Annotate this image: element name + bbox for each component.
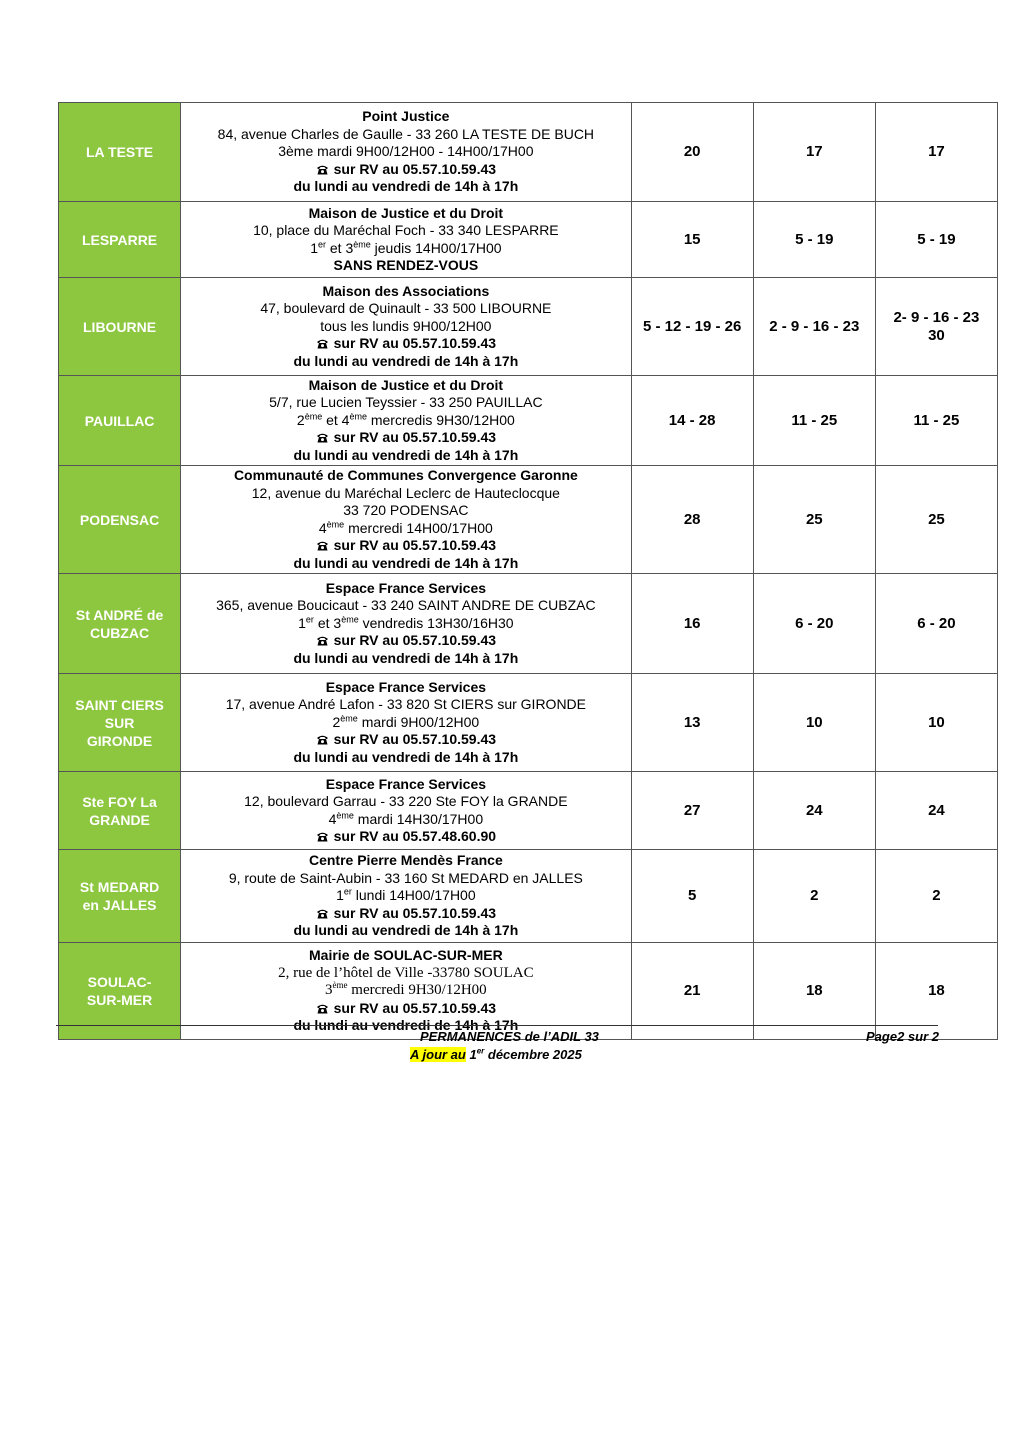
venue-name: Maison de Justice et du Droit — [308, 376, 504, 393]
date-value: 25 — [928, 510, 945, 528]
phone-text: sur RV au 05.57.48.60.90 — [333, 828, 497, 844]
city-cell — [59, 574, 181, 674]
schedule-text: 3 — [325, 982, 333, 999]
date-cell — [753, 574, 875, 674]
schedule-text: jeudis 14H00/17H00 — [370, 239, 502, 256]
info-line: 10, place du Maréchal Foch - 33 340 LESPARRE — [253, 222, 559, 238]
info-note: du lundi au vendredi de 14h à 17h — [293, 178, 519, 195]
info-line: 5/7, rue Lucien Teyssier - 33 250 PAUILLAC — [269, 394, 543, 411]
table-body — [59, 103, 998, 1040]
phone-text: sur RV au 05.57.10.59.43 — [333, 429, 497, 446]
city-name: Ste FOY La GRANDE — [82, 793, 157, 828]
phone-icon — [316, 336, 329, 347]
date-cell — [875, 674, 997, 772]
city-name: PODENSAC — [79, 511, 160, 528]
table-row — [59, 850, 998, 943]
date-value: 5 - 19 — [795, 230, 834, 248]
info-cell — [181, 202, 631, 278]
ordinal-suffix: er — [317, 238, 326, 249]
date-value: 24 — [928, 801, 945, 819]
date-value: 17 — [928, 143, 945, 160]
venue-name: Maison de Justice et du Droit — [308, 204, 504, 221]
date-value: 6 - 20 — [795, 614, 834, 632]
date-cell — [875, 466, 997, 574]
ordinal-suffix: ème — [304, 411, 323, 422]
date-cell — [875, 202, 997, 278]
schedule-line — [181, 240, 630, 258]
phone-icon — [316, 538, 329, 549]
date-cell — [631, 278, 753, 376]
phone-icon — [316, 633, 329, 644]
info-line: 84, avenue Charles de Gaulle - 33 260 LA TESTE DE BUCH — [217, 125, 595, 142]
date-cell — [753, 376, 875, 466]
phone-icon — [316, 430, 329, 441]
schedule-line — [181, 811, 630, 829]
schedule-line — [181, 714, 630, 732]
date-value: 2 — [810, 887, 819, 904]
date-cell — [753, 466, 875, 574]
schedule-text: 2 — [332, 713, 341, 730]
table-row — [59, 202, 998, 278]
city-name: SAINT CIERS SUR GIRONDE — [75, 696, 164, 749]
date-cell — [875, 574, 997, 674]
phone-icon — [316, 906, 329, 917]
date-value: 16 — [683, 614, 701, 632]
phone-icon — [316, 732, 329, 743]
info-line: 3ème mardi 9H00/12H00 - 14H00/17H00 — [278, 143, 534, 160]
phone-appointment — [181, 429, 630, 447]
footer-divider — [56, 1025, 938, 1026]
info-line: tous les lundis 9H00/12H00 — [320, 317, 492, 334]
info-line: 12, avenue du Maréchal Leclerc de Hauteclocque — [251, 484, 560, 501]
date-cell — [631, 103, 753, 202]
phone-appointment — [181, 731, 630, 749]
venue-name: Point Justice — [362, 108, 450, 125]
date-value: 5 - 19 — [917, 230, 956, 248]
info-note: du lundi au vendredi de 14h à 17h — [293, 446, 519, 463]
date-cell — [875, 376, 997, 466]
date-value: 2 - 9 - 16 - 23 — [769, 317, 860, 335]
table-row — [59, 103, 998, 202]
ordinal-suffix: er — [305, 614, 314, 625]
city-cell — [59, 674, 181, 772]
city-cell — [59, 850, 181, 943]
date-value: 27 — [683, 801, 701, 819]
date-value: 14 - 28 — [668, 411, 716, 429]
date-cell — [875, 772, 997, 850]
info-cell — [181, 574, 631, 674]
date-cell — [753, 103, 875, 202]
schedule-text: 4 — [318, 519, 327, 536]
venue-name: Centre Pierre Mendès France — [308, 852, 503, 869]
city-cell — [59, 466, 181, 574]
date-value: 11 - 25 — [913, 411, 960, 429]
phone-text: sur RV au 05.57.10.59.43 — [333, 335, 497, 352]
city-name: St ANDRÉ de CUBZAC — [75, 606, 164, 641]
date-cell — [753, 772, 875, 850]
date-day: 1 — [465, 1047, 477, 1062]
info-note: du lundi au vendredi de 14h à 17h — [293, 1017, 519, 1034]
date-cell — [631, 376, 753, 466]
city-cell — [59, 278, 181, 376]
phone-text: sur RV au 05.57.10.59.43 — [333, 537, 497, 553]
date-cell — [753, 850, 875, 943]
schedule-line — [181, 520, 630, 538]
info-cell — [181, 278, 631, 376]
date-value: 2- 9 - 16 - 23 30 — [893, 308, 980, 344]
permanences-table — [58, 102, 998, 1040]
schedule-text: mercredi 9H30/12H00 — [347, 982, 487, 999]
date-value: 18 — [805, 982, 823, 999]
info-line: 17, avenue André Lafon - 33 820 St CIERS sur GIRONDE — [225, 696, 587, 713]
ordinal-suffix: ème — [341, 614, 359, 625]
phone-appointment — [181, 632, 630, 650]
phone-icon — [316, 829, 329, 840]
schedule-text: lundi 14H00/17H00 — [351, 887, 476, 904]
date-cell — [875, 850, 997, 943]
venue-name: Communauté de Communes Convergence Garonne — [233, 467, 578, 483]
table-row — [59, 278, 998, 376]
schedule-text: 2 — [296, 411, 305, 428]
info-note: du lundi au vendredi de 14h à 17h — [293, 352, 519, 369]
table-row — [59, 376, 998, 466]
info-line: 365, avenue Boucicaut - 33 240 SAINT ANDRE DE CUBZAC — [216, 597, 596, 614]
schedule-text: et 3 — [326, 239, 354, 256]
footer-date — [410, 1047, 582, 1062]
info-line: 33 720 PODENSAC — [343, 502, 469, 518]
schedule-text: mardi 14H30/17H00 — [353, 810, 484, 827]
date-value: 20 — [683, 143, 701, 160]
info-line: 2, rue de l’hôtel de Ville -33780 SOULAC — [278, 964, 534, 981]
date-cell — [631, 202, 753, 278]
date-cell — [631, 466, 753, 574]
date-cell — [753, 278, 875, 376]
date-value: 11 - 25 — [791, 411, 838, 429]
info-line: 9, route de Saint-Aubin - 33 160 St MEDARD en JALLES — [228, 869, 583, 886]
phone-text: sur RV au 05.57.10.59.43 — [333, 160, 497, 177]
date-cell — [753, 674, 875, 772]
phone-icon — [316, 1001, 329, 1012]
info-cell — [181, 376, 631, 466]
phone-text: sur RV au 05.57.10.59.43 — [333, 904, 497, 921]
phone-appointment — [181, 335, 630, 353]
phone-text: sur RV au 05.57.10.59.43 — [333, 632, 497, 649]
ordinal-suffix: ème — [353, 238, 371, 249]
info-cell — [181, 103, 631, 202]
city-name: SOULAC- SUR-MER — [86, 974, 153, 1008]
date-value: 13 — [683, 713, 701, 731]
city-cell — [59, 376, 181, 466]
phone-text: sur RV au 05.57.10.59.43 — [333, 731, 497, 748]
ordinal-suffix: ème — [336, 809, 354, 820]
city-name: LESPARRE — [81, 231, 158, 248]
phone-appointment — [181, 161, 630, 179]
schedule-line — [181, 412, 630, 430]
footer-title: PERMANENCES de l’ADIL 33 — [420, 1029, 599, 1044]
ordinal-suffix: er — [343, 886, 352, 897]
date-value: 5 - 12 - 19 - 26 — [642, 317, 742, 335]
table-row — [59, 772, 998, 850]
date-value: 18 — [928, 982, 945, 999]
date-cell — [875, 278, 997, 376]
info-note: du lundi au vendredi de 14h à 17h — [293, 554, 519, 571]
info-note: du lundi au vendredi de 14h à 17h — [293, 748, 519, 765]
footer-page-number: Page2 sur 2 — [866, 1029, 939, 1044]
schedule-line — [181, 615, 630, 633]
phone-text: sur RV au 05.57.10.59.43 — [333, 999, 497, 1016]
phone-appointment — [181, 828, 630, 846]
date-highlight: A jour au — [410, 1047, 466, 1062]
date-value: 6 - 20 — [917, 614, 956, 632]
venue-name: Espace France Services — [325, 579, 487, 596]
date-rest: décembre 2025 — [484, 1047, 582, 1062]
phone-icon — [316, 162, 329, 173]
schedule-text: 1 — [310, 239, 318, 256]
schedule-text: mardi 9H00/12H00 — [357, 713, 480, 730]
date-cell — [875, 103, 997, 202]
date-value: 10 — [805, 713, 823, 731]
schedule-text: mercredis 9H30/12H00 — [366, 411, 515, 428]
schedule-text: 1 — [336, 887, 344, 904]
ordinal-suffix: ème — [340, 713, 358, 724]
city-cell — [59, 202, 181, 278]
date-value: 17 — [805, 143, 823, 160]
schedule-line — [181, 982, 630, 1000]
venue-name: Maison des Associations — [322, 282, 490, 299]
venue-name: Espace France Services — [325, 678, 487, 695]
date-value: 24 — [805, 801, 823, 819]
schedule-text: vendredis 13H30/16H30 — [358, 614, 514, 631]
date-value: 28 — [683, 510, 701, 528]
city-name: St MEDARD en JALLES — [79, 879, 160, 913]
table-row — [59, 674, 998, 772]
phone-appointment — [181, 905, 630, 923]
info-note: SANS RENDEZ-VOUS — [333, 257, 479, 273]
date-value: 10 — [928, 713, 945, 731]
info-cell — [181, 466, 631, 574]
ordinal-suffix: ème — [332, 980, 348, 991]
date-sup: er — [476, 1046, 485, 1056]
schedule-text: mercredi 14H00/17H00 — [344, 519, 493, 536]
phone-appointment — [181, 537, 630, 555]
date-cell — [631, 574, 753, 674]
schedule-text: et 4 — [322, 411, 350, 428]
date-cell — [631, 674, 753, 772]
date-value: 5 — [687, 887, 697, 904]
date-cell — [631, 772, 753, 850]
city-name: LA TESTE — [85, 144, 154, 160]
info-note: du lundi au vendredi de 14h à 17h — [293, 922, 519, 939]
date-cell — [631, 850, 753, 943]
date-value: 2 — [932, 887, 941, 904]
ordinal-suffix: ème — [349, 411, 367, 422]
schedule-text: 4 — [328, 810, 337, 827]
city-name: LIBOURNE — [83, 318, 157, 335]
info-line: 12, boulevard Garrau - 33 220 Ste FOY la GRANDE — [244, 793, 568, 809]
venue-name: Espace France Services — [325, 775, 487, 792]
table-row — [59, 466, 998, 574]
schedule-text: et 3 — [313, 614, 342, 631]
table-row — [59, 574, 998, 674]
city-cell — [59, 103, 181, 202]
date-value: 25 — [805, 510, 823, 528]
schedule-line — [181, 887, 630, 905]
info-cell — [181, 772, 631, 850]
city-name: PAUILLAC — [84, 412, 155, 429]
info-cell — [181, 674, 631, 772]
info-note: du lundi au vendredi de 14h à 17h — [293, 649, 519, 666]
date-cell — [753, 202, 875, 278]
schedule-text: 1 — [298, 614, 306, 631]
ordinal-suffix: ème — [326, 518, 345, 529]
info-cell — [181, 850, 631, 943]
venue-name: Mairie de SOULAC-SUR-MER — [309, 947, 503, 964]
date-value: 15 — [683, 230, 701, 248]
info-line: 47, boulevard de Quinault - 33 500 LIBOURNE — [260, 300, 552, 317]
phone-appointment — [181, 1000, 630, 1018]
date-value: 21 — [683, 982, 701, 999]
city-cell — [59, 772, 181, 850]
